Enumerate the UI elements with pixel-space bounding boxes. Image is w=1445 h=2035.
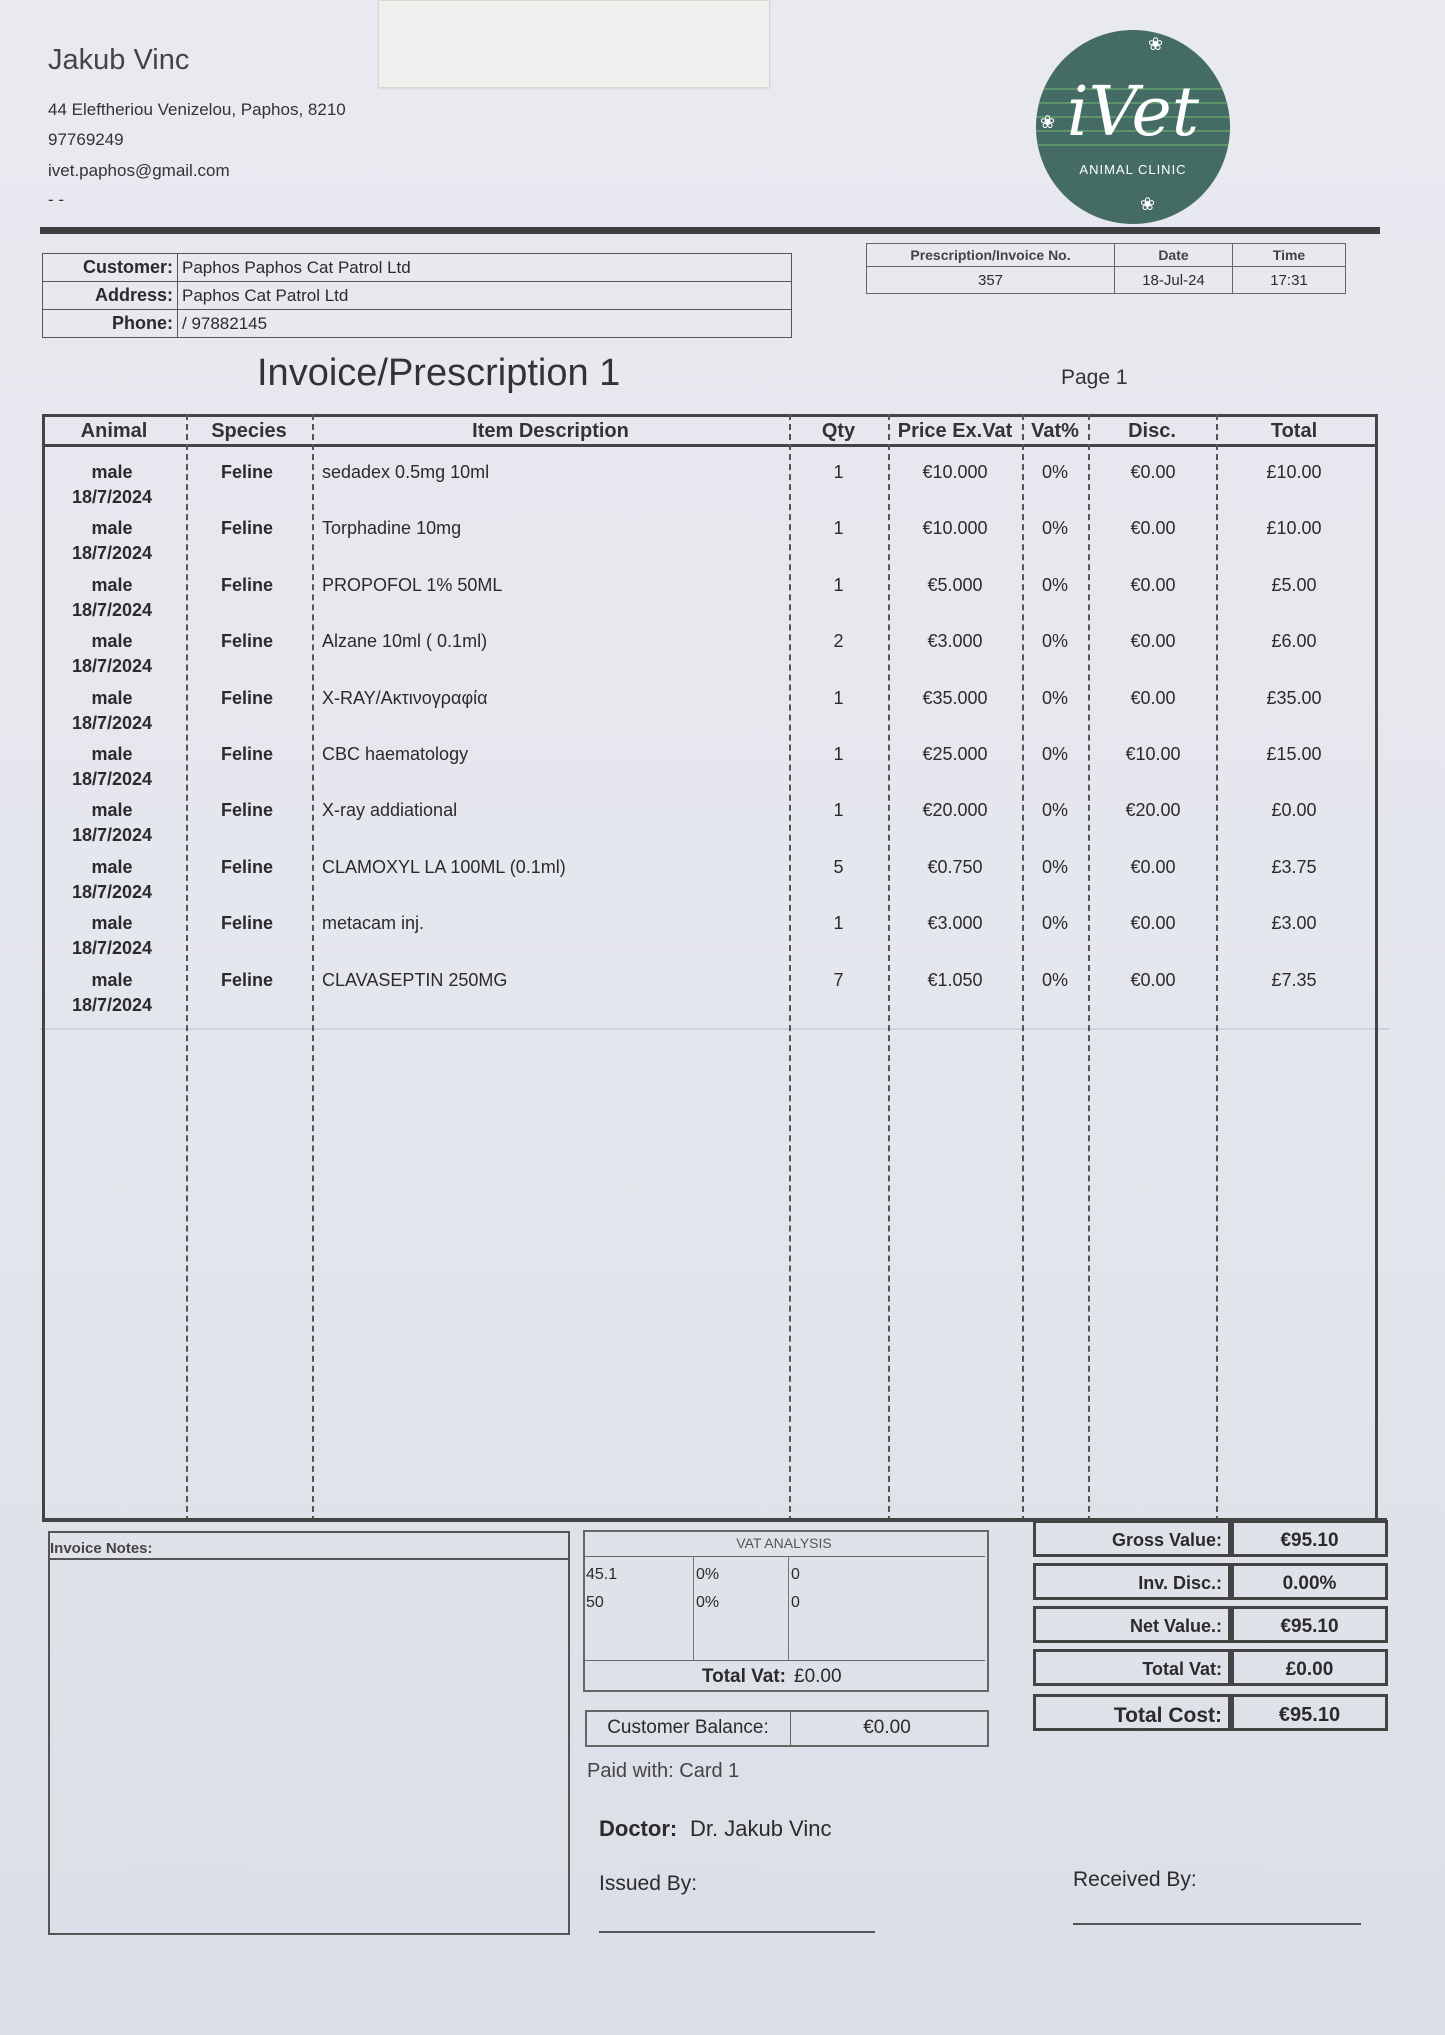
table-row — [0, 899, 1445, 959]
balance-divider — [790, 1712, 791, 1745]
qty-cell: 1 — [833, 913, 844, 934]
totals-row — [1033, 1649, 1388, 1686]
totals-row — [1033, 1520, 1388, 1557]
header-rule — [40, 227, 1380, 234]
item-description-cell: Alzane 10ml ( 0.1ml) — [322, 631, 488, 652]
issued-by-signature-line — [599, 1931, 875, 1933]
species-cell: Feline — [220, 744, 273, 764]
species-cell: Feline — [220, 462, 273, 482]
customer-table — [42, 253, 792, 338]
paw-icon: ❀ — [1040, 112, 1056, 132]
totals-label: Net Value.: — [1033, 1606, 1231, 1643]
header-qty: Qty — [821, 420, 856, 442]
totals-value: €95.10 — [1231, 1520, 1388, 1557]
animal-cell: male — [91, 913, 133, 934]
animal-cell: male — [91, 687, 133, 708]
vat-cell: 0% — [1041, 856, 1068, 877]
disc-cell: €0.00 — [1130, 574, 1176, 595]
address-label: Address: — [43, 282, 178, 310]
vat-column-rule — [693, 1556, 694, 1660]
disc-cell: €0.00 — [1130, 687, 1176, 708]
qty-cell: 5 — [833, 856, 844, 877]
totals-row — [1033, 1606, 1388, 1643]
vat-column-rule — [788, 1556, 789, 1660]
header-vat: Vat% — [1031, 420, 1079, 442]
item-description-cell: X-RAY/Ακτινογραφία — [322, 687, 488, 708]
issued-by-label: Issued By: — [599, 1872, 698, 1895]
totals-value: £0.00 — [1231, 1649, 1388, 1686]
species-cell: Feline — [220, 687, 273, 708]
table-row — [0, 730, 1445, 789]
qty-cell: 1 — [833, 518, 844, 539]
qty-cell: 1 — [833, 462, 844, 482]
paw-icon: ❀ — [1148, 34, 1164, 54]
clinic-extra: - - — [48, 190, 65, 209]
invoice-notes-box — [48, 1531, 570, 1935]
customer-label: Customer: — [43, 254, 178, 282]
vat-cell: 0% — [1041, 969, 1068, 990]
table-row — [0, 448, 1445, 507]
logo-subtitle: ANIMAL CLINIC — [1079, 162, 1187, 177]
customer-value: Paphos Paphos Cat Patrol Ltd — [178, 254, 792, 282]
date-cell: 18/7/2024 — [71, 712, 153, 733]
animal-cell: male — [91, 744, 133, 764]
price-cell: €0.750 — [927, 856, 983, 877]
item-description-cell: sedadex 0.5mg 10ml — [322, 462, 490, 482]
vat-cell: 0% — [1041, 518, 1068, 539]
page-title: Invoice/Prescription 1 — [257, 352, 621, 394]
phone-value: / 97882145 — [178, 310, 792, 338]
total-cell: £3.00 — [1271, 913, 1317, 934]
qty-cell: 1 — [833, 800, 844, 821]
price-cell: €25.000 — [922, 744, 988, 764]
disc-cell: €0.00 — [1130, 518, 1176, 539]
date-cell: 18/7/2024 — [71, 487, 153, 507]
phone-label: Phone: — [43, 310, 178, 338]
address-value: Paphos Cat Patrol Ltd — [178, 282, 792, 310]
clinic-logo — [1036, 30, 1230, 224]
header-species: Species — [211, 420, 287, 442]
total-cell: £10.00 — [1266, 518, 1322, 539]
qty-cell: 1 — [833, 744, 844, 764]
item-description-cell: CLAVASEPTIN 250MG — [322, 969, 508, 990]
vat-cell: 0% — [696, 1594, 720, 1611]
vat-cell: 0% — [1041, 744, 1068, 764]
disc-cell: €0.00 — [1130, 856, 1176, 877]
animal-cell: male — [91, 856, 133, 877]
header-item-description: Item Description — [472, 420, 629, 442]
qty-cell: 1 — [833, 687, 844, 708]
species-cell: Feline — [220, 800, 273, 821]
vat-cell: 0% — [696, 1566, 720, 1583]
item-description-cell: Torphadine 10mg — [322, 518, 462, 539]
animal-cell: male — [91, 462, 133, 482]
customer-balance-label: Customer Balance: — [607, 1717, 769, 1738]
vat-cell: 0% — [1041, 574, 1068, 595]
animal-cell: male — [91, 574, 133, 595]
vat-total-divider — [583, 1660, 985, 1661]
vat-cell: 0% — [1041, 462, 1068, 482]
logo-text: iVet — [1066, 73, 1200, 152]
disc-cell: €10.00 — [1125, 744, 1181, 764]
clinic-phone: 97769249 — [48, 130, 124, 149]
header-animal: Animal — [80, 420, 148, 442]
total-cell: £5.00 — [1271, 574, 1317, 595]
header-disc: Disc. — [1128, 420, 1176, 442]
item-description-cell: PROPOFOL 1% 50ML — [322, 574, 503, 595]
price-cell: €5.000 — [927, 574, 983, 595]
table-row — [0, 843, 1445, 902]
time-label: Time — [1233, 244, 1346, 267]
date-cell: 18/7/2024 — [71, 543, 153, 564]
species-cell: Feline — [220, 574, 273, 595]
species-cell: Feline — [220, 969, 273, 990]
received-by-label: Received By: — [1073, 1868, 1197, 1891]
disc-cell: €0.00 — [1130, 462, 1176, 482]
qty-cell: 2 — [833, 631, 844, 652]
animal-cell: male — [91, 800, 133, 821]
price-cell: €10.000 — [922, 518, 988, 539]
item-description-cell: metacam inj. — [322, 913, 425, 934]
clinic-email: ivet.paphos@gmail.com — [48, 161, 230, 180]
species-cell: Feline — [220, 518, 273, 539]
date-cell: 18/7/2024 — [71, 656, 153, 677]
header-price: Price Ex.Vat — [897, 420, 1013, 442]
disc-cell: €0.00 — [1130, 913, 1176, 934]
vat-divider — [583, 1556, 985, 1557]
total-cell: £6.00 — [1271, 631, 1317, 652]
animal-cell: male — [91, 518, 133, 539]
clinic-address: 44 Eleftheriou Venizelou, Paphos, 8210 — [48, 100, 346, 119]
date-value: 18-Jul-24 — [1115, 267, 1233, 294]
total-cell: £7.35 — [1271, 969, 1317, 990]
header-total: Total — [1270, 420, 1318, 442]
vat-total-value: £0.00 — [794, 1666, 842, 1687]
price-cell: €10.000 — [922, 462, 988, 482]
vat-total-label: Total Vat: — [701, 1666, 786, 1687]
totals-value: €95.10 — [1231, 1694, 1388, 1731]
species-cell: Feline — [220, 631, 273, 652]
date-cell: 18/7/2024 — [71, 599, 153, 620]
vat-cell: 0 — [791, 1566, 800, 1583]
vat-cell: 0% — [1041, 687, 1068, 708]
invoice-no-value: 357 — [867, 267, 1115, 294]
species-cell: Feline — [220, 856, 273, 877]
table-row — [0, 956, 1445, 1015]
date-cell: 18/7/2024 — [71, 769, 153, 789]
vat-cell: 50 — [586, 1594, 604, 1611]
animal-cell: male — [91, 969, 133, 990]
notes-divider — [48, 1558, 568, 1560]
vat-cell: 0% — [1041, 631, 1068, 652]
vat-cell: 0% — [1041, 913, 1068, 934]
price-cell: €1.050 — [927, 969, 983, 990]
animal-cell: male — [91, 631, 133, 652]
received-by-signature-line — [1073, 1923, 1361, 1925]
item-description-cell: CLAMOXYL LA 100ML (0.1ml) — [322, 856, 566, 877]
customer-balance-value: €0.00 — [863, 1717, 911, 1738]
paw-icon: ❀ — [1140, 194, 1156, 214]
item-description-cell: CBC haematology — [322, 744, 469, 764]
totals-label: Gross Value: — [1033, 1520, 1231, 1557]
totals-label: Inv. Disc.: — [1033, 1563, 1231, 1600]
date-label: Date — [1115, 244, 1233, 267]
totals-value: €95.10 — [1231, 1606, 1388, 1643]
table-row — [0, 561, 1445, 620]
disc-cell: €20.00 — [1125, 800, 1181, 821]
qty-cell: 1 — [833, 574, 844, 595]
tape-strip — [378, 0, 770, 88]
paid-with: Paid with: Card 1 — [587, 1760, 740, 1782]
disc-cell: €0.00 — [1130, 969, 1176, 990]
total-cell: £3.75 — [1271, 856, 1317, 877]
species-cell: Feline — [220, 913, 273, 934]
price-cell: €3.000 — [927, 913, 983, 934]
invoice-meta-table — [866, 243, 1346, 294]
totals-row — [1033, 1563, 1388, 1600]
doctor-value: Dr. Jakub Vinc — [690, 1816, 832, 1841]
qty-cell: 7 — [833, 969, 844, 990]
clinic-name: Jakub Vinc — [48, 44, 190, 76]
totals-value: 0.00% — [1231, 1563, 1388, 1600]
time-value: 17:31 — [1233, 267, 1346, 294]
doctor-label: Doctor: — [599, 1816, 678, 1841]
table-row — [0, 674, 1445, 733]
total-cell: £10.00 — [1266, 462, 1322, 482]
price-cell: €3.000 — [927, 631, 983, 652]
total-cell: £15.00 — [1266, 744, 1322, 764]
vat-cell: 0 — [791, 1594, 800, 1611]
date-cell: 18/7/2024 — [71, 938, 153, 959]
date-cell: 18/7/2024 — [71, 825, 153, 846]
totals-label: Total Cost: — [1033, 1694, 1231, 1731]
total-cell: £35.00 — [1266, 687, 1322, 708]
date-cell: 18/7/2024 — [71, 994, 153, 1015]
table-row — [0, 617, 1445, 677]
price-cell: €35.000 — [922, 687, 988, 708]
vat-analysis-title: VAT ANALYSIS — [736, 1535, 832, 1551]
total-cell: £0.00 — [1271, 800, 1317, 821]
item-description-cell: X-ray addiational — [322, 800, 458, 821]
table-row — [0, 504, 1445, 564]
table-row — [0, 786, 1445, 846]
page-number: Page 1 — [1061, 366, 1128, 389]
price-cell: €20.000 — [922, 800, 988, 821]
invoice-notes-title: Invoice Notes: — [50, 1540, 153, 1557]
totals-row — [1033, 1694, 1388, 1731]
vat-cell: 45.1 — [586, 1566, 618, 1583]
totals-label: Total Vat: — [1033, 1649, 1231, 1686]
disc-cell: €0.00 — [1130, 631, 1176, 652]
date-cell: 18/7/2024 — [71, 881, 153, 902]
vat-cell: 0% — [1041, 800, 1068, 821]
invoice-no-label: Prescription/Invoice No. — [867, 244, 1115, 267]
